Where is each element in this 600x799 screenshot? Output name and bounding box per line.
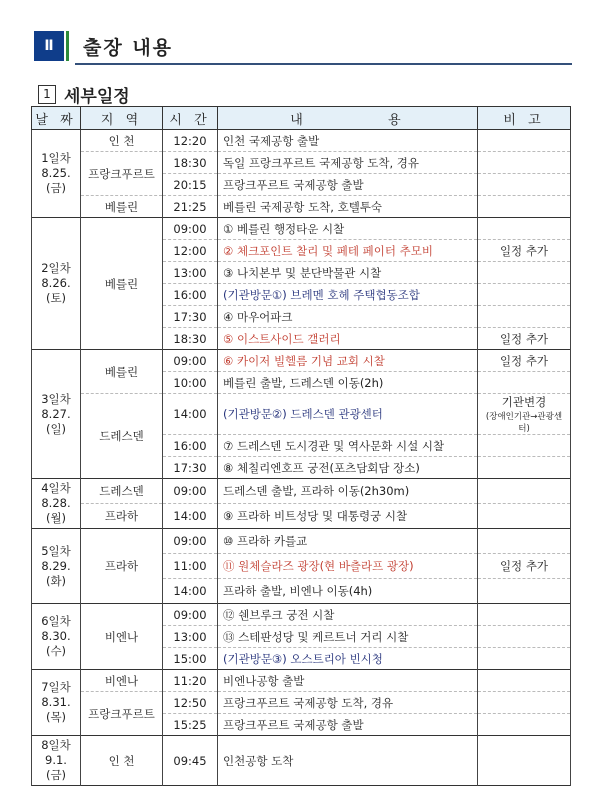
time-cell: 17:30 bbox=[163, 306, 218, 328]
region-cell: 드레스덴 bbox=[81, 394, 163, 479]
content-cell: 프랑크푸르트 국제공항 도착, 경유 bbox=[218, 692, 478, 714]
date-day: 2일차 bbox=[41, 261, 71, 275]
table-row bbox=[32, 604, 571, 626]
region-cell: 프라하 bbox=[81, 529, 163, 604]
date-date: 8.27. bbox=[41, 406, 71, 421]
note-cell bbox=[478, 284, 571, 306]
date-cell bbox=[32, 350, 81, 479]
note-cell bbox=[478, 174, 571, 196]
table-row bbox=[32, 152, 571, 174]
note-cell bbox=[478, 648, 571, 670]
date-cell bbox=[32, 604, 81, 670]
time-cell: 12:20 bbox=[163, 130, 218, 152]
date-dow: (월) bbox=[45, 511, 67, 525]
region-cell: 드레스덴 bbox=[81, 479, 163, 504]
note-cell bbox=[478, 240, 571, 262]
note-cell bbox=[478, 714, 571, 736]
note-cell bbox=[478, 579, 571, 604]
content-cell: ⑦ 드레스덴 도시경관 및 역사문화 시설 시찰 bbox=[218, 435, 478, 457]
date-dow: (목) bbox=[45, 710, 67, 724]
date-day: 5일차 bbox=[41, 543, 71, 558]
time-cell: 12:00 bbox=[163, 240, 218, 262]
note-cell bbox=[478, 196, 571, 218]
note-text: 일정 추가 bbox=[499, 559, 549, 573]
content-cell: ⑤ 이스트사이드 갤러리 bbox=[218, 328, 478, 350]
note-cell bbox=[478, 457, 571, 479]
time-cell: 15:25 bbox=[163, 714, 218, 736]
date-cell bbox=[32, 479, 81, 529]
table-row bbox=[32, 196, 571, 218]
content-cell: ④ 마우어파크 bbox=[218, 306, 478, 328]
date-date: 8.31. bbox=[41, 695, 71, 709]
content-cell: ⑫ 쉔브루크 궁전 시찰 bbox=[218, 604, 478, 626]
table-row bbox=[32, 218, 571, 240]
region-cell: 인 천 bbox=[81, 130, 163, 152]
time-cell: 13:00 bbox=[163, 626, 218, 648]
note-cell bbox=[478, 529, 571, 554]
time-cell: 21:25 bbox=[163, 196, 218, 218]
time-cell: 09:00 bbox=[163, 479, 218, 504]
time-cell: 16:00 bbox=[163, 435, 218, 457]
content-cell: ⑧ 체칠리엔호프 궁전(포츠담회담 장소) bbox=[218, 457, 478, 479]
date-cell bbox=[32, 736, 81, 786]
table-row bbox=[32, 394, 571, 435]
date-date: 8.29. bbox=[41, 558, 71, 573]
time-cell: 14:00 bbox=[163, 579, 218, 604]
subsection-title: 세부일정 bbox=[64, 87, 130, 107]
date-day: 4일차 bbox=[41, 481, 71, 495]
date-day: 7일차 bbox=[41, 680, 71, 694]
content-cell: 베를린 국제공항 도착, 호텔투숙 bbox=[218, 196, 478, 218]
date-cell bbox=[32, 218, 81, 350]
subsection-header bbox=[38, 82, 130, 107]
time-cell: 15:00 bbox=[163, 648, 218, 670]
content-cell: (기관방문①) 브레멘 호헤 주택협동조합 bbox=[218, 284, 478, 306]
note-cell bbox=[478, 130, 571, 152]
note-text: 기관변경 bbox=[501, 395, 547, 409]
time-cell: 17:30 bbox=[163, 457, 218, 479]
date-date: 8.30. bbox=[41, 629, 71, 643]
date-cell bbox=[32, 670, 81, 736]
content-cell: 프라하 출발, 비엔나 이동(4h) bbox=[218, 579, 478, 604]
note-cell bbox=[478, 692, 571, 714]
time-cell: 14:00 bbox=[163, 394, 218, 435]
content-cell: 프랑크푸르트 국제공항 출발 bbox=[218, 714, 478, 736]
date-dow: (화) bbox=[45, 573, 67, 588]
date-date: 8.28. bbox=[41, 496, 71, 510]
note-cell bbox=[478, 394, 571, 435]
note-cell bbox=[478, 736, 571, 786]
region-cell: 프라하 bbox=[81, 504, 163, 529]
note-cell bbox=[478, 328, 571, 350]
note-cell bbox=[478, 218, 571, 240]
time-cell: 09:00 bbox=[163, 218, 218, 240]
time-cell: 11:00 bbox=[163, 554, 218, 579]
region-cell: 베를린 bbox=[81, 218, 163, 350]
note-cell bbox=[478, 350, 571, 372]
date-cell bbox=[32, 529, 81, 604]
note-text: 일정 추가 bbox=[499, 331, 549, 346]
header-content: 내 용 bbox=[218, 107, 478, 130]
date-date: 8.26. bbox=[41, 276, 71, 290]
time-cell: 12:50 bbox=[163, 692, 218, 714]
time-cell: 09:00 bbox=[163, 529, 218, 554]
note-cell bbox=[478, 626, 571, 648]
note-cell bbox=[478, 554, 571, 579]
date-dow: (일) bbox=[45, 421, 67, 436]
time-cell: 10:00 bbox=[163, 372, 218, 394]
note-subtext: (장애인기관→관광센터) bbox=[485, 412, 563, 434]
note-cell bbox=[478, 372, 571, 394]
section-header bbox=[34, 31, 173, 61]
schedule-table bbox=[31, 106, 571, 786]
note-cell bbox=[478, 262, 571, 284]
section-title: 출장 내용 bbox=[83, 36, 174, 59]
date-dow: (수) bbox=[45, 644, 67, 658]
note-text: 일정 추가 bbox=[499, 243, 549, 258]
table-row bbox=[32, 736, 571, 786]
content-cell: 드레스덴 출발, 프라하 이동(2h30m) bbox=[218, 479, 478, 504]
date-day: 1일차 bbox=[41, 151, 71, 165]
content-cell: ② 체크포인트 찰리 및 페테 페이터 추모비 bbox=[218, 240, 478, 262]
date-dow: (토) bbox=[45, 291, 67, 305]
time-cell: 11:20 bbox=[163, 670, 218, 692]
date-day: 8일차 bbox=[41, 738, 71, 752]
region-cell: 프랑크푸르트 bbox=[81, 692, 163, 736]
note-cell bbox=[478, 152, 571, 174]
subsection-number: 1 bbox=[38, 85, 56, 104]
region-cell: 프랑크푸르트 bbox=[81, 152, 163, 196]
content-cell: ⑩ 프라하 카를교 bbox=[218, 529, 478, 554]
schedule-body bbox=[32, 130, 571, 786]
note-cell bbox=[478, 504, 571, 529]
date-date: 9.1. bbox=[45, 753, 67, 767]
content-cell: 인천공항 도착 bbox=[218, 736, 478, 786]
header-note: 비 고 bbox=[478, 107, 571, 130]
time-cell: 13:00 bbox=[163, 262, 218, 284]
time-cell: 09:45 bbox=[163, 736, 218, 786]
content-cell: ⑬ 스테판성당 및 케르트너 거리 시찰 bbox=[218, 626, 478, 648]
time-cell: 09:00 bbox=[163, 350, 218, 372]
content-cell: ⑪ 원체슬라즈 광장(현 바츨라프 광장) bbox=[218, 554, 478, 579]
date-cell bbox=[32, 130, 81, 218]
date-dow: (금) bbox=[45, 768, 67, 782]
content-cell: ⑥ 카이저 빌헬름 기념 교회 시찰 bbox=[218, 350, 478, 372]
content-cell: ③ 나치본부 및 분단박물관 시찰 bbox=[218, 262, 478, 284]
date-dow: (금) bbox=[45, 181, 67, 195]
note-text: 일정 추가 bbox=[499, 353, 549, 368]
content-cell: 독일 프랑크푸르트 국제공항 도착, 경유 bbox=[218, 152, 478, 174]
region-cell: 베를린 bbox=[81, 350, 163, 394]
content-cell: (기관방문②) 드레스덴 관광센터 bbox=[218, 394, 478, 435]
time-cell: 18:30 bbox=[163, 328, 218, 350]
table-row bbox=[32, 504, 571, 529]
time-cell: 18:30 bbox=[163, 152, 218, 174]
table-header-row bbox=[32, 107, 571, 130]
time-cell: 14:00 bbox=[163, 504, 218, 529]
header-region: 지 역 bbox=[81, 107, 163, 130]
table-row bbox=[32, 670, 571, 692]
header-date: 날 짜 bbox=[32, 107, 81, 130]
note-cell bbox=[478, 604, 571, 626]
table-row bbox=[32, 350, 571, 372]
table-row bbox=[32, 692, 571, 714]
content-cell: ① 베를린 행정타운 시찰 bbox=[218, 218, 478, 240]
section-accent-bar bbox=[66, 31, 69, 61]
note-cell bbox=[478, 479, 571, 504]
region-cell: 인 천 bbox=[81, 736, 163, 786]
note-cell bbox=[478, 306, 571, 328]
table-row bbox=[32, 529, 571, 554]
content-cell: 비엔나공항 출발 bbox=[218, 670, 478, 692]
content-cell: (기관방문③) 오스트리아 빈시청 bbox=[218, 648, 478, 670]
note-cell bbox=[478, 435, 571, 457]
region-cell: 비엔나 bbox=[81, 670, 163, 692]
date-day: 3일차 bbox=[41, 391, 71, 406]
section-number: Ⅱ bbox=[34, 31, 64, 61]
date-day: 6일차 bbox=[41, 614, 71, 628]
time-cell: 20:15 bbox=[163, 174, 218, 196]
content-cell: 베를린 출발, 드레스덴 이동(2h) bbox=[218, 372, 478, 394]
time-cell: 09:00 bbox=[163, 604, 218, 626]
section-divider bbox=[75, 63, 572, 65]
content-cell: 프랑크푸르트 국제공항 출발 bbox=[218, 174, 478, 196]
header-time: 시 간 bbox=[163, 107, 218, 130]
content-cell: ⑨ 프라하 비트성당 및 대통령궁 시찰 bbox=[218, 504, 478, 529]
time-cell: 16:00 bbox=[163, 284, 218, 306]
table-row bbox=[32, 130, 571, 152]
content-cell: 인천 국제공항 출발 bbox=[218, 130, 478, 152]
region-cell: 베를린 bbox=[81, 196, 163, 218]
note-cell bbox=[478, 670, 571, 692]
date-date: 8.25. bbox=[41, 166, 71, 180]
table-row bbox=[32, 479, 571, 504]
region-cell: 비엔나 bbox=[81, 604, 163, 670]
